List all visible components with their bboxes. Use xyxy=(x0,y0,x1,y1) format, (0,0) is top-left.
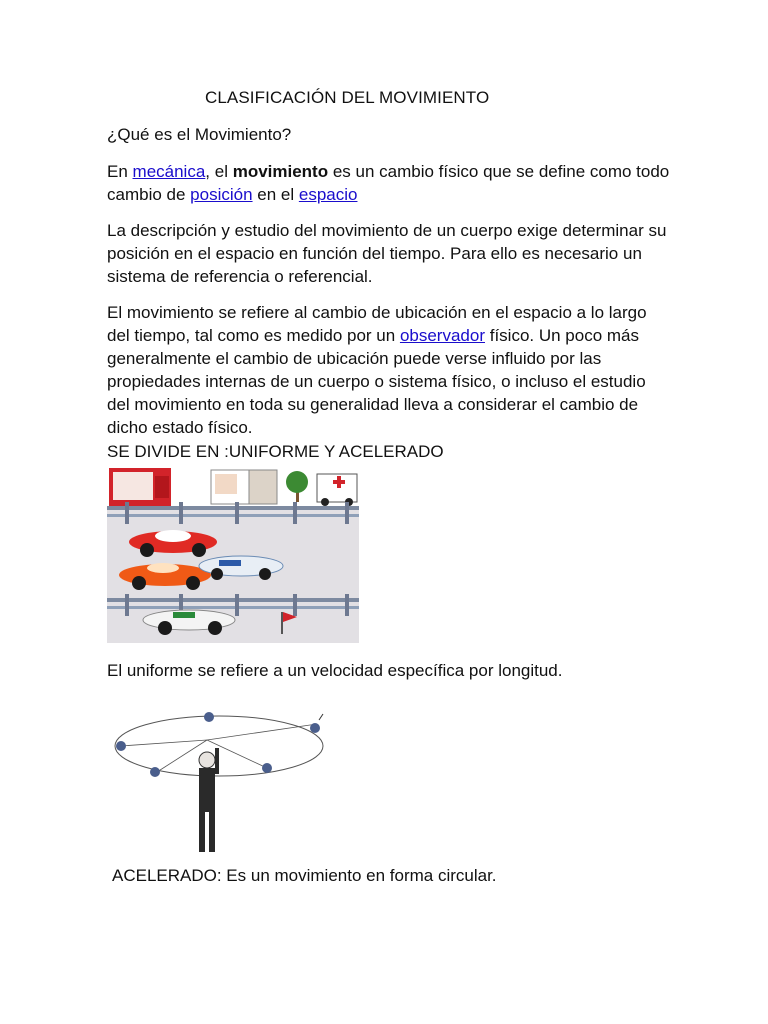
movement-paragraph xyxy=(107,301,672,439)
uniform-paragraph: El uniforme se refiere a un velocidad específica por longitud. xyxy=(107,661,563,680)
text-span: en el xyxy=(252,185,299,204)
page-title: CLASIFICACIÓN DEL MOVIMIENTO xyxy=(205,88,490,107)
bold-term: movimiento xyxy=(232,162,329,181)
question-heading: ¿Qué es el Movimiento? xyxy=(107,125,292,144)
divide-heading: SE DIVIDE EN :UNIFORME Y ACELERADO xyxy=(107,442,444,461)
definition-paragraph xyxy=(107,160,672,206)
link-mecanica[interactable]: mecánica xyxy=(132,162,206,181)
text-span: , el xyxy=(205,162,233,181)
cars-road-svg xyxy=(107,462,359,643)
cars-road-illustration xyxy=(107,462,359,643)
link-espacio[interactable]: espacio xyxy=(298,185,358,204)
text-span: es un cambio físico que se define como todo cambio de xyxy=(107,162,670,204)
circular-motion-illustration xyxy=(107,692,331,860)
link-observador[interactable]: observador xyxy=(399,326,485,345)
accelerated-paragraph: ACELERADO: Es un movimiento en forma circular. xyxy=(112,866,497,885)
description-paragraph: La descripción y estudio del movimiento de un cuerpo exige determinar su posición en el espacio en función del tiempo. Para ello es necesario un sistema de referencia o referencial. xyxy=(107,221,667,286)
link-posicion[interactable]: posición xyxy=(190,185,253,204)
circular-motion-svg xyxy=(107,692,331,860)
text-span: En xyxy=(107,162,133,181)
text-span: físico. Un poco más generalmente el cambio de ubicación puede verse influido por las propiedades internas de un cuerpo o sistema físico, o incluso el estudio del movimiento en toda su generalidad lleva a considerar el cambio de dicho estado físico. xyxy=(107,326,646,437)
text-span: El movimiento se refiere al cambio de ubicación en el espacio a lo largo del tiempo, tal como es medido por un xyxy=(107,303,647,345)
